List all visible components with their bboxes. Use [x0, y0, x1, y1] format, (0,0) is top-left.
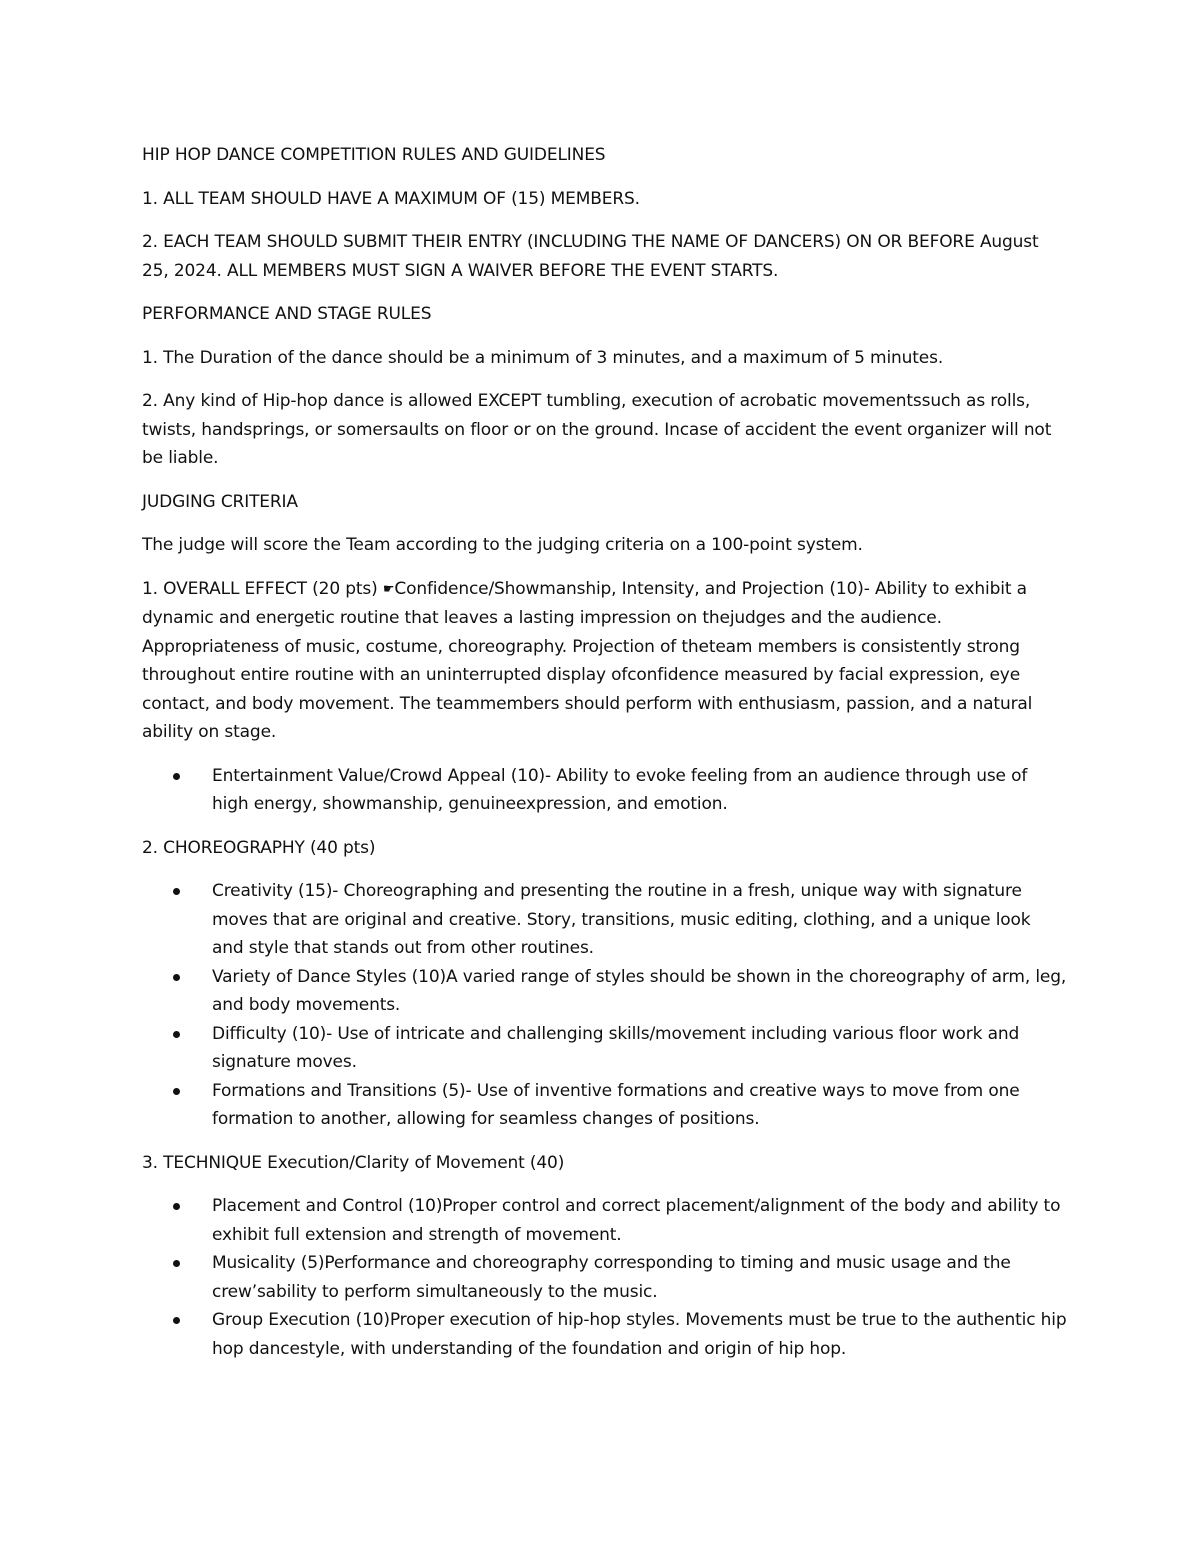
document-title: HIP HOP DANCE COMPETITION RULES AND GUIDELINES — [142, 145, 606, 165]
bullet-icon — [173, 773, 180, 780]
choreography-list — [142, 877, 1067, 1134]
judging-heading: JUDGING CRITERIA — [142, 491, 298, 512]
list-item-text: Formations and Transitions (5)- Use of inventive formations and creative ways to move from one formation to another, allowing for seamless changes of positions. — [212, 1080, 1020, 1129]
bullet-icon — [173, 888, 180, 895]
judging-intro: The judge will score the Team according to the judging criteria on a 100-point system. — [142, 535, 863, 555]
technique-list — [142, 1192, 1067, 1363]
list-item-text: Group Execution (10)Proper execution of hip-hop styles. Movements must be true to the authentic hip hop dancestyle, with understanding of the foundation and origin of hip hop. — [212, 1310, 1067, 1359]
choreography-heading: 2. CHOREOGRAPHY (40 pts) — [142, 837, 376, 858]
list-item — [142, 1077, 1067, 1134]
overall-effect-list — [142, 762, 1067, 819]
overall-effect-text: Confidence/Showmanship, Intensity, and Projection (10)- Ability to exhibit a dynamic and energetic routine that leaves a lasting impression on thejudges and the audience. Appropriateness of music, costume, choreography. Projection of theteam members is consistently strong throughout entire routine with an uninterrupted display ofconfidence measured by facial expression, eye contact, and body movement. The teammembers should perform with enthusiasm, passion, and a natural ability on stage. — [142, 578, 1033, 742]
bullet-icon — [173, 1260, 180, 1267]
list-item-text: Variety of Dance Styles (10)A varied range of styles should be shown in the choreography of arm, leg, and body movements. — [212, 966, 1067, 1015]
document-page — [142, 141, 1067, 1378]
bullet-icon — [173, 1031, 180, 1038]
list-item — [142, 1306, 1067, 1363]
list-item-text: Difficulty (10)- Use of intricate and challenging skills/movement including various floor work and signature moves. — [212, 1023, 1020, 1072]
rule-2: 2. EACH TEAM SHOULD SUBMIT THEIR ENTRY (INCLUDING THE NAME OF DANCERS) ON OR BEFORE August 25, 2024. ALL MEMBERS MUST SIGN A WAIVER BEFORE THE EVENT STARTS. — [142, 232, 1039, 281]
list-item-text: Musicality (5)Performance and choreography corresponding to timing and music usage and the crew’sability to perform simultaneously to the music. — [212, 1253, 1011, 1302]
list-item — [142, 1020, 1067, 1077]
list-item — [142, 1192, 1067, 1249]
technique-heading: 3. TECHNIQUE Execution/Clarity of Movement (40) — [142, 1152, 565, 1173]
bullet-icon — [173, 1317, 180, 1324]
pointing-hand-icon: ☛ — [382, 581, 395, 597]
list-item — [142, 877, 1067, 963]
list-item — [142, 1249, 1067, 1306]
list-item-text: Placement and Control (10)Proper control and correct placement/alignment of the body and ability to exhibit full extension and strength of movement. — [212, 1196, 1061, 1245]
performance-heading: PERFORMANCE AND STAGE RULES — [142, 304, 432, 324]
overall-effect-prefix: 1. OVERALL EFFECT (20 pts) — [142, 578, 378, 599]
performance-rule-1: 1. The Duration of the dance should be a minimum of 3 minutes, and a maximum of 5 minutes. — [142, 347, 944, 368]
bullet-icon — [173, 1088, 180, 1095]
list-item-text: Entertainment Value/Crowd Appeal (10)- Ability to evoke feeling from an audience through use of high energy, showmanship, genuineexpression, and emotion. — [212, 765, 1028, 814]
overall-effect-paragraph — [142, 575, 1067, 747]
list-item — [142, 762, 1067, 819]
list-item — [142, 963, 1067, 1020]
performance-rule-2: 2. Any kind of Hip-hop dance is allowed EXCEPT tumbling, execution of acrobatic movementssuch as rolls, twists, handsprings, or somersaults on floor or on the ground. Incase of accident the event organizer will not be liable. — [142, 391, 1052, 468]
list-item-text: Creativity (15)- Choreographing and presenting the routine in a fresh, unique way with signature moves that are original and creative. Story, transitions, music editing, clothing, and a unique look and style that stands out from other routines. — [212, 881, 1031, 958]
rule-1: 1. ALL TEAM SHOULD HAVE A MAXIMUM OF (15) MEMBERS. — [142, 188, 640, 209]
bullet-icon — [173, 974, 180, 981]
bullet-icon — [173, 1203, 180, 1210]
